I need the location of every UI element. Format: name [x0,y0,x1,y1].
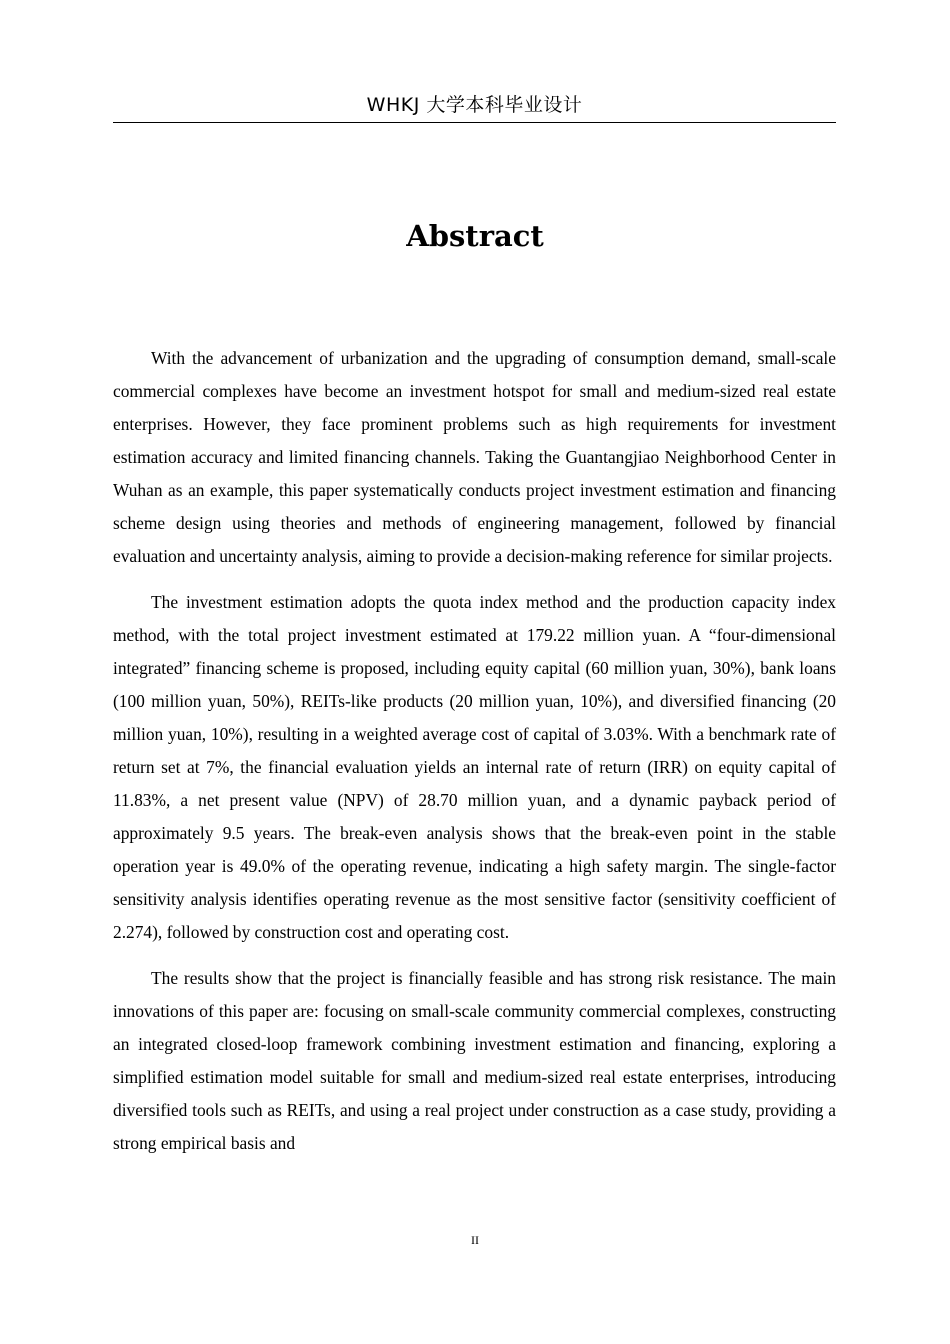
abstract-body [113,342,836,1173]
abstract-paragraph-1: With the advancement of urbanization and the upgrading of consumption demand, small-scale commercial complexes have become an investment hotspot for small and medium-sized real estate enterprises. However, they face prominent problems such as high requirements for investment estimation accuracy and limited financing channels. Taking the Guantangjiao Neighborhood Center in Wuhan as an example, this paper systematically conducts project investment estimation and financing scheme design using theories and methods of engineering management, followed by financial evaluation and uncertainty analysis, aiming to provide a decision-making reference for similar projects. [113,348,836,566]
page-number: II [471,1233,479,1247]
abstract-title: Abstract [406,219,544,253]
abstract-paragraph-3: The results show that the project is financially feasible and has strong risk resistance. The main innovations of this paper are: focusing on small-scale community commercial complexes, constructing an integrated closed-loop framework combining investment estimation and financing, exploring a simplified estimation model suitable for small and medium-sized real estate enterprises, introducing diversified tools such as REITs, and using a real project under construction as a case study, providing a strong empirical basis and [113,968,836,1153]
page-header [113,88,836,123]
abstract-paragraph-2: The investment estimation adopts the quota index method and the production capacity index method, with the total project investment estimated at 179.22 million yuan. A “four-dimensional integrated” financing scheme is proposed, including equity capital (60 million yuan, 30%), bank loans (100 million yuan, 50%), REITs-like products (20 million yuan, 10%), and diversified financing (20 million yuan, 10%), resulting in a weighted average cost of capital of 3.03%. With a benchmark rate of return set at 7%, the financial evaluation yields an internal rate of return (IRR) on equity capital of 11.83%, a net present value (NPV) of 28.70 million yuan, and a dynamic payback period of approximately 9.5 years. The break-even analysis shows that the break-even point in the stable operation year is 49.0% of the operating revenue, indicating a high safety margin. The single-factor sensitivity analysis identifies operating revenue as the most sensitive factor (sensitivity coefficient of 2.274), followed by construction cost and operating cost. [113,592,836,942]
page-header-text: WHKJ 大学本科毕业设计 [366,94,583,116]
